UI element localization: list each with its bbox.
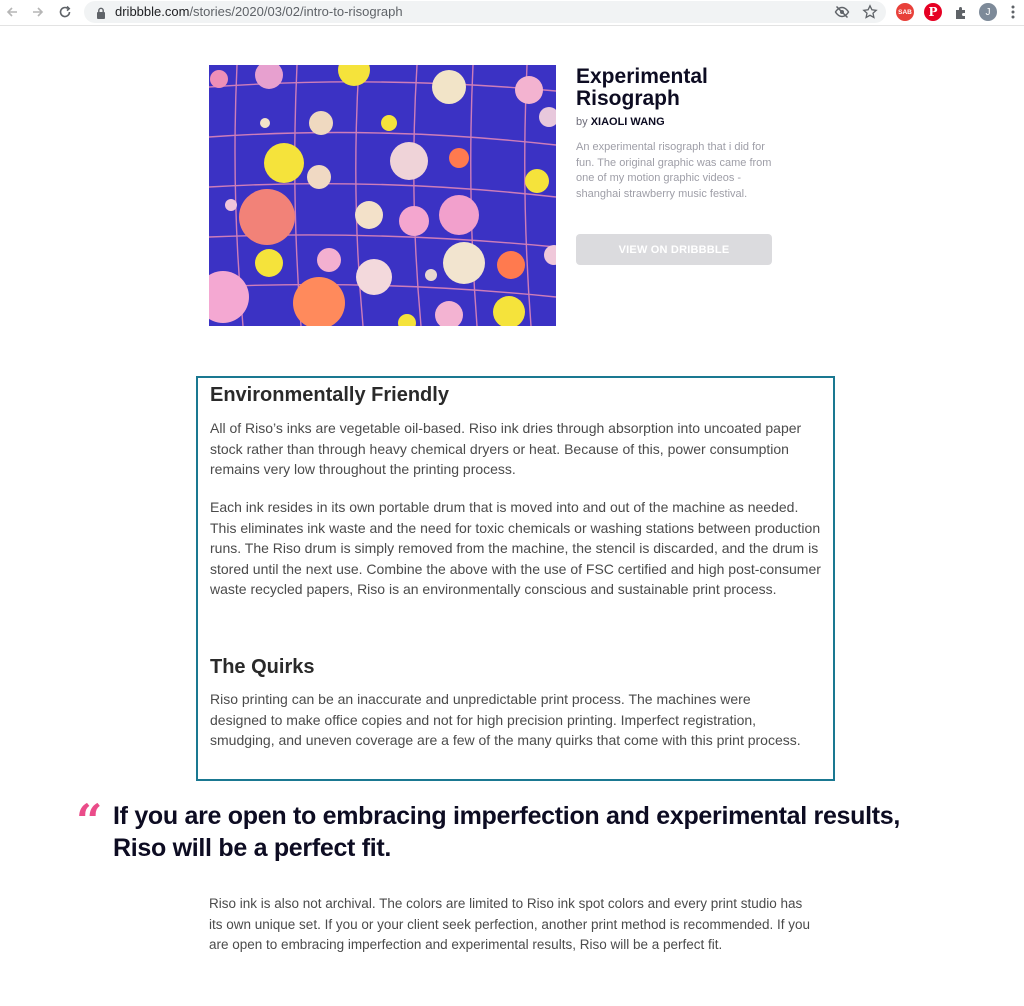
- paragraph-quirks: Riso printing can be an inaccurate and unpredictable print process. The machines were designed to make office copies and not for high precision printing. Imperfect registration, smudging, and uneven coverage are a few of the many quirks that come with this print process.: [210, 691, 801, 748]
- section-heading-environment: Environmentally Friendly: [210, 384, 449, 406]
- lock-icon: [96, 6, 106, 24]
- pull-quote: If you are open to embracing imperfection and experimental results, Riso will be a perfect fit.: [113, 802, 901, 862]
- paragraph-environment-2: Each ink resides in its own portable drum that is moved into and out of the machine as needed. This eliminates ink waste and the need for toxic chemicals or washing stations between production runs. The Riso drum is simply removed from the machine, the stencil is discarded, and the drum is stored until the next use. Combine the above with the use of FSC certified and high post-consumer waste recycled papers, Riso is an environmentally conscious and sustainable print process.: [210, 499, 821, 597]
- browser-toolbar: [0, 0, 1024, 26]
- pinterest-extension-icon[interactable]: P: [924, 3, 942, 21]
- address-bar[interactable]: [84, 1, 886, 23]
- view-on-dribbble-button[interactable]: VIEW ON DRIBBBLE: [576, 234, 772, 265]
- url-text: [115, 4, 403, 19]
- forward-icon[interactable]: [28, 2, 48, 22]
- quote-mark-icon: “: [76, 794, 103, 848]
- tracking-eye-off-icon[interactable]: [834, 4, 850, 20]
- shot-title[interactable]: Experimental Risograph: [576, 65, 708, 110]
- author-link[interactable]: XIAOLI WANG: [590, 116, 665, 128]
- profile-avatar[interactable]: J: [979, 3, 997, 21]
- bookmark-star-icon[interactable]: [862, 4, 878, 20]
- risograph-artwork: [209, 65, 556, 326]
- byline-prefix: by: [576, 116, 588, 128]
- sab-extension-icon[interactable]: SAB: [896, 3, 914, 21]
- browser-menu-icon[interactable]: [1004, 3, 1022, 21]
- shot-image[interactable]: [209, 65, 556, 326]
- extensions-puzzle-icon[interactable]: [952, 3, 970, 21]
- shot-byline: [576, 116, 665, 128]
- closing-paragraph: Riso ink is also not archival. The colors are limited to Riso ink spot colors and every print studio has its own unique set. If you or your client seek perfection, another print method is recommended. If you are open to embracing imperfection and experimental results, Riso will be a perfect fit.: [209, 896, 811, 952]
- section-heading-quirks: The Quirks: [210, 656, 315, 678]
- shot-description: An experimental risograph that i did for fun. The original graphic was came from one of my motion graphic videos - shanghai strawberry music festival.: [576, 141, 772, 200]
- url-host: dribbble.com: [115, 4, 190, 19]
- back-icon[interactable]: [2, 2, 22, 22]
- reload-icon[interactable]: [55, 2, 75, 22]
- url-path: /stories/2020/03/02/intro-to-risograph: [189, 4, 403, 19]
- paragraph-environment-1: All of Riso’s inks are vegetable oil-based. Riso ink dries through absorption into uncoated paper stock rather than through heavy chemical dryers or heat. Because of this, power consumption remains very low throughout the printing process.: [210, 420, 802, 477]
